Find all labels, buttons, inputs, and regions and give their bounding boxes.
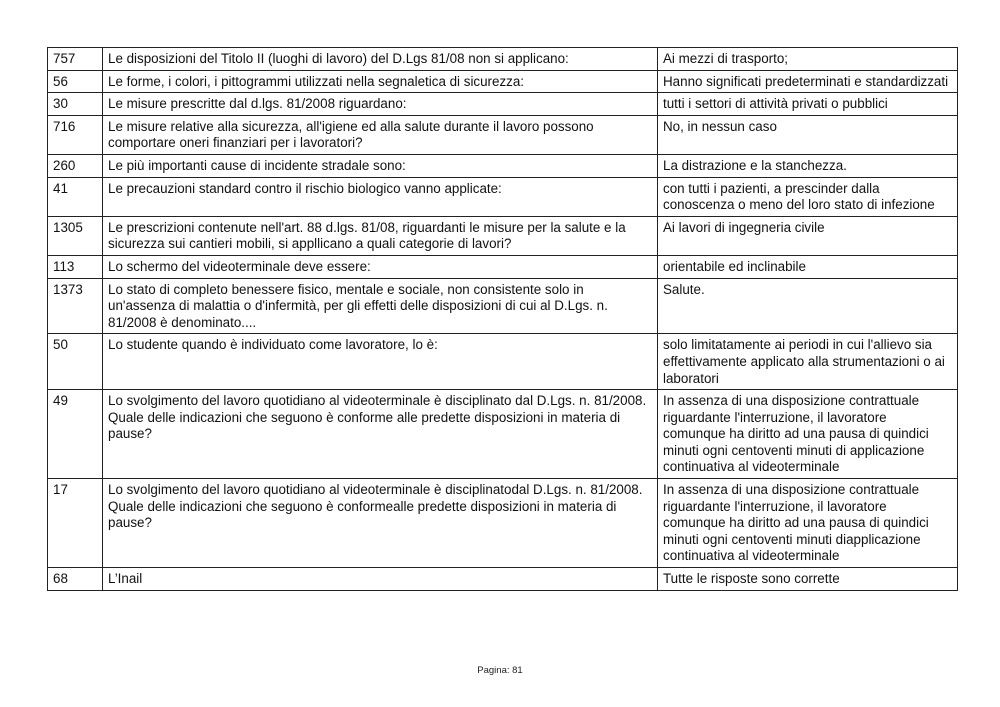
question-cell: Le più importanti cause di incidente stradale sono: [103,154,658,177]
question-id-cell: 757 [48,48,103,71]
question-cell: Lo svolgimento del lavoro quotidiano al videoterminale è disciplinatodal D.Lgs. n. 81/2008. Quale delle indicazioni che seguono è conformealle predette disposizioni in materia di pause? [103,479,658,568]
question-id-cell: 68 [48,568,103,591]
question-cell: Le prescrizioni contenute nell'art. 88 d.lgs. 81/08, riguardanti le misure per la salute e la sicurezza sui cantieri mobili, si appllicano a quali categorie di lavori? [103,216,658,255]
question-cell: Lo stato di completo benessere fisico, mentale e sociale, non consistente solo in un'assenza di malattia o d'infermità, per gli effetti delle disposizioni di cui al D.Lgs. n. 81/2008 è denominato.... [103,278,658,334]
question-cell: Le misure relative alla sicurezza, all'igiene ed alla salute durante il lavoro possono comportare oneri finanziari per i lavoratori? [103,115,658,154]
answer-cell: Ai mezzi di trasporto; [658,48,958,71]
question-cell: Lo studente quando è individuato come lavoratore, lo è: [103,334,658,390]
answer-cell: Salute. [658,278,958,334]
question-cell: Le disposizioni del Titolo II (luoghi di lavoro) del D.Lgs 81/08 non si applicano: [103,48,658,71]
table-row [48,70,958,93]
question-id-cell: 17 [48,479,103,568]
table-row [48,334,958,390]
answer-cell: Tutte le risposte sono corrette [658,568,958,591]
question-id-cell: 260 [48,154,103,177]
question-answer-table [47,47,958,591]
table-row [48,115,958,154]
answer-cell: Hanno significati predeterminati e standardizzati [658,70,958,93]
question-id-cell: 716 [48,115,103,154]
question-id-cell: 56 [48,70,103,93]
question-cell: Lo svolgimento del lavoro quotidiano al videoterminale è disciplinato dal D.Lgs. n. 81/2008. Quale delle indicazioni che seguono è conforme alle predette disposizioni in materia di pause? [103,390,658,479]
table-row [48,390,958,479]
question-id-cell: 1373 [48,278,103,334]
answer-cell: In assenza di una disposizione contrattuale riguardante l'interruzione, il lavoratore comunque ha diritto ad una pausa di quindici minuti ogni centoventi minuti di applicazione continuativa al videoterminale [658,390,958,479]
table-row [48,216,958,255]
question-id-cell: 41 [48,177,103,216]
table-row [48,177,958,216]
question-id-cell: 50 [48,334,103,390]
table-row [48,479,958,568]
answer-cell: No, in nessun caso [658,115,958,154]
question-cell: L’Inail [103,568,658,591]
question-cell: Lo schermo del videoterminale deve essere: [103,255,658,278]
question-id-cell: 113 [48,255,103,278]
answer-cell: tutti i settori di attività privati o pubblici [658,93,958,116]
answer-cell: solo limitatamente ai periodi in cui l'allievo sia effettivamente applicato alla strumentazioni o ai laboratori [658,334,958,390]
table-row [48,48,958,71]
question-id-cell: 49 [48,390,103,479]
page-number: Pagina: 81 [477,665,523,676]
answer-cell: Ai lavori di ingegneria civile [658,216,958,255]
answer-cell: orientabile ed inclinabile [658,255,958,278]
table-row [48,154,958,177]
question-cell: Le misure prescritte dal d.lgs. 81/2008 riguardano: [103,93,658,116]
answer-cell: con tutti i pazienti, a prescinder dalla conoscenza o meno del loro stato di infezione [658,177,958,216]
question-cell: Le precauzioni standard contro il rischio biologico vanno applicate: [103,177,658,216]
table-row [48,255,958,278]
question-id-cell: 30 [48,93,103,116]
question-cell: Le forme, i colori, i pittogrammi utilizzati nella segnaletica di sicurezza: [103,70,658,93]
answer-cell: In assenza di una disposizione contrattuale riguardante l'interruzione, il lavoratore comunque ha diritto ad una pausa di quindici minuti ogni centoventi minuti diapplicazione continuativa al videoterminale [658,479,958,568]
table-row [48,93,958,116]
answer-cell: La distrazione e la stanchezza. [658,154,958,177]
question-id-cell: 1305 [48,216,103,255]
table-row [48,278,958,334]
table-row [48,568,958,591]
